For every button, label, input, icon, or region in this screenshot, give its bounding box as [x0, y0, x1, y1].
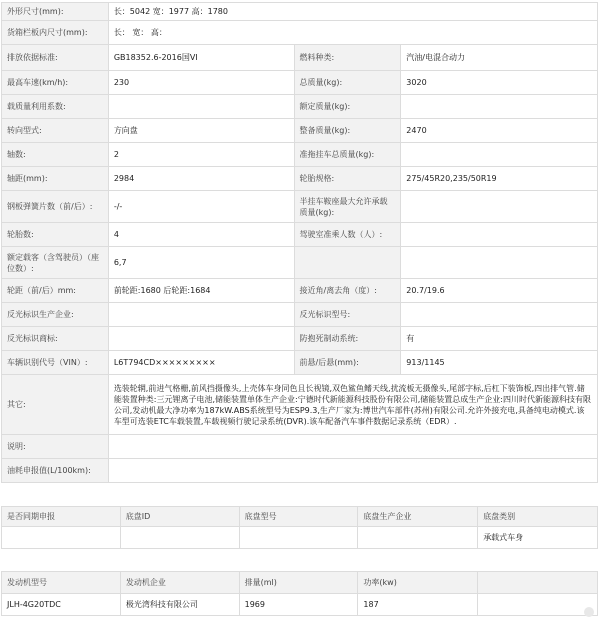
track-width-label: 轮距（前/后）mm:: [2, 279, 109, 303]
overhang-value: 913/1145: [401, 351, 598, 375]
fuel-consumption-label: 油耗申报值(L/100km):: [2, 459, 109, 483]
table-row: [2, 191, 598, 223]
cargo-box-value: 长： 宽： 高：: [108, 21, 597, 45]
fifth-wheel-load-value: [401, 191, 598, 223]
dimensions-value: 长：5042 宽：1977 高：1780: [108, 3, 597, 21]
table-row: [2, 167, 598, 191]
empty-label: [294, 247, 401, 279]
table-row: [2, 45, 598, 71]
curb-weight-label: 整备质量(kg):: [294, 119, 401, 143]
table-header-row: [2, 507, 598, 527]
column-header: 发动机型号: [2, 572, 121, 594]
table-row: [2, 435, 598, 459]
fuel-type-label: 燃料种类:: [294, 45, 401, 71]
cargo-box-label: 货箱栏板内尺寸(mm):: [2, 21, 109, 45]
column-header: 底盘生产企业: [358, 507, 478, 527]
fuel-type-value: 汽油/电混合动力: [401, 45, 598, 71]
tire-count-value: 4: [108, 223, 294, 247]
table-row: [2, 3, 598, 21]
table-row: [2, 119, 598, 143]
vin-value: L6T794CD×××××××××: [108, 351, 294, 375]
column-header: 排量(ml): [239, 572, 358, 594]
curb-weight-value: 2470: [401, 119, 598, 143]
table-row: [2, 327, 598, 351]
other-notes-value: 选装轮辋,前进气格栅,前风挡摄像头,上壳体车身同色且长视镜,双色鲨鱼鳍天线,扰流板无摄像头,尾部字标,后杠下装饰板,四出排气管.储能装置种类:三元锂离子电池,储能装置单体生产企业:宁德时代新能源科技股份有限公司,储能装置总成生产企业:四川时代新能源科技有限公司,发动机最大净功率为187kW.ABS系统型号为ESP9.3,生产厂家为:博世汽车部件(苏州)有限公司.允许外接充电,具备纯电动模式.该车型可选装ETC车载装置,车载视频行驶记录系统(DVR).该车配备汽车事件数据记录系统（EDR）.: [108, 375, 597, 435]
abs-value: 有: [401, 327, 598, 351]
engine-table: [1, 571, 598, 616]
rated-mass-value: [401, 95, 598, 119]
max-speed-value: 230: [108, 71, 294, 95]
column-header: 发动机企业: [120, 572, 239, 594]
table-cell: JLH-4G20TDC: [2, 594, 121, 616]
table-row: [2, 459, 598, 483]
column-header: 是否同期申报: [2, 507, 121, 527]
table-row: [2, 594, 598, 616]
track-width-value: 前轮距:1680 后轮距:1684: [108, 279, 294, 303]
fuel-consumption-value: [108, 459, 597, 483]
table-row: [2, 95, 598, 119]
passenger-capacity-value: 6,7: [108, 247, 294, 279]
table-cell: [2, 527, 121, 549]
reflector-model-value: [401, 303, 598, 327]
vin-label: 车辆识别代号（VIN）:: [2, 351, 109, 375]
dimensions-label: 外形尺寸(mm):: [2, 3, 109, 21]
table-row: [2, 351, 598, 375]
approach-departure-label: 接近角/离去角（度）:: [294, 279, 401, 303]
tire-spec-value: 275/45R20,235/50R19: [401, 167, 598, 191]
trailer-mass-value: [401, 143, 598, 167]
max-speed-label: 最高车速(km/h):: [2, 71, 109, 95]
table-header-row: [2, 572, 598, 594]
chassis-table: [1, 506, 598, 549]
reflector-model-label: 反光标识型号:: [294, 303, 401, 327]
column-header: 功率(kw): [358, 572, 478, 594]
description-value: [108, 435, 597, 459]
column-header: [478, 572, 598, 594]
description-label: 说明:: [2, 435, 109, 459]
gross-mass-value: 3020: [401, 71, 598, 95]
cab-seats-label: 驾驶室准乘人数（人）:: [294, 223, 401, 247]
rated-mass-label: 额定质量(kg):: [294, 95, 401, 119]
approach-departure-value: 20.7/19.6: [401, 279, 598, 303]
fifth-wheel-load-label: 半挂车鞍座最大允许承载质量(kg):: [294, 191, 401, 223]
table-row: [2, 527, 598, 549]
tire-count-label: 轮胎数:: [2, 223, 109, 247]
table-row: [2, 223, 598, 247]
column-header: 底盘类别: [478, 507, 598, 527]
emission-standard-label: 排放依据标准:: [2, 45, 109, 71]
table-cell: [239, 527, 358, 549]
trailer-mass-label: 准拖挂车总质量(kg):: [294, 143, 401, 167]
load-factor-label: 载质量利用系数:: [2, 95, 109, 119]
leaf-spring-value: -/-: [108, 191, 294, 223]
overhang-label: 前悬/后悬(mm):: [294, 351, 401, 375]
axle-count-label: 轴数:: [2, 143, 109, 167]
cab-seats-value: [401, 223, 598, 247]
watermark-icon: [584, 607, 594, 617]
reflector-maker-value: [108, 303, 294, 327]
wheelbase-label: 轴距(mm):: [2, 167, 109, 191]
table-cell: 1969: [239, 594, 358, 616]
table-row: [2, 279, 598, 303]
table-row: [2, 71, 598, 95]
reflector-maker-label: 反光标识生产企业:: [2, 303, 109, 327]
passenger-capacity-label: 额定载客（含驾驶员）（座位数）:: [2, 247, 109, 279]
empty-value: [401, 247, 598, 279]
other-notes-label: 其它:: [2, 375, 109, 435]
table-row: [2, 375, 598, 435]
steering-type-value: 方向盘: [108, 119, 294, 143]
leaf-spring-label: 钢板弹簧片数（前/后）:: [2, 191, 109, 223]
emission-standard-value: GB18352.6-2016国VI: [108, 45, 294, 71]
reflector-brand-value: [108, 327, 294, 351]
tire-spec-label: 轮胎规格:: [294, 167, 401, 191]
axle-count-value: 2: [108, 143, 294, 167]
table-row: [2, 143, 598, 167]
load-factor-value: [108, 95, 294, 119]
reflector-brand-label: 反光标识商标:: [2, 327, 109, 351]
column-header: 底盘型号: [239, 507, 358, 527]
table-cell: 187: [358, 594, 478, 616]
abs-label: 防抱死制动系统:: [294, 327, 401, 351]
table-cell: [358, 527, 478, 549]
table-cell: 承载式车身: [478, 527, 598, 549]
table-row: [2, 303, 598, 327]
vehicle-params-table: [1, 2, 598, 483]
steering-type-label: 转向型式:: [2, 119, 109, 143]
table-cell: 极光湾科技有限公司: [120, 594, 239, 616]
table-cell: [478, 594, 598, 616]
table-row: [2, 21, 598, 45]
table-cell: [120, 527, 239, 549]
wheelbase-value: 2984: [108, 167, 294, 191]
column-header: 底盘ID: [120, 507, 239, 527]
gross-mass-label: 总质量(kg):: [294, 71, 401, 95]
table-row: [2, 247, 598, 279]
